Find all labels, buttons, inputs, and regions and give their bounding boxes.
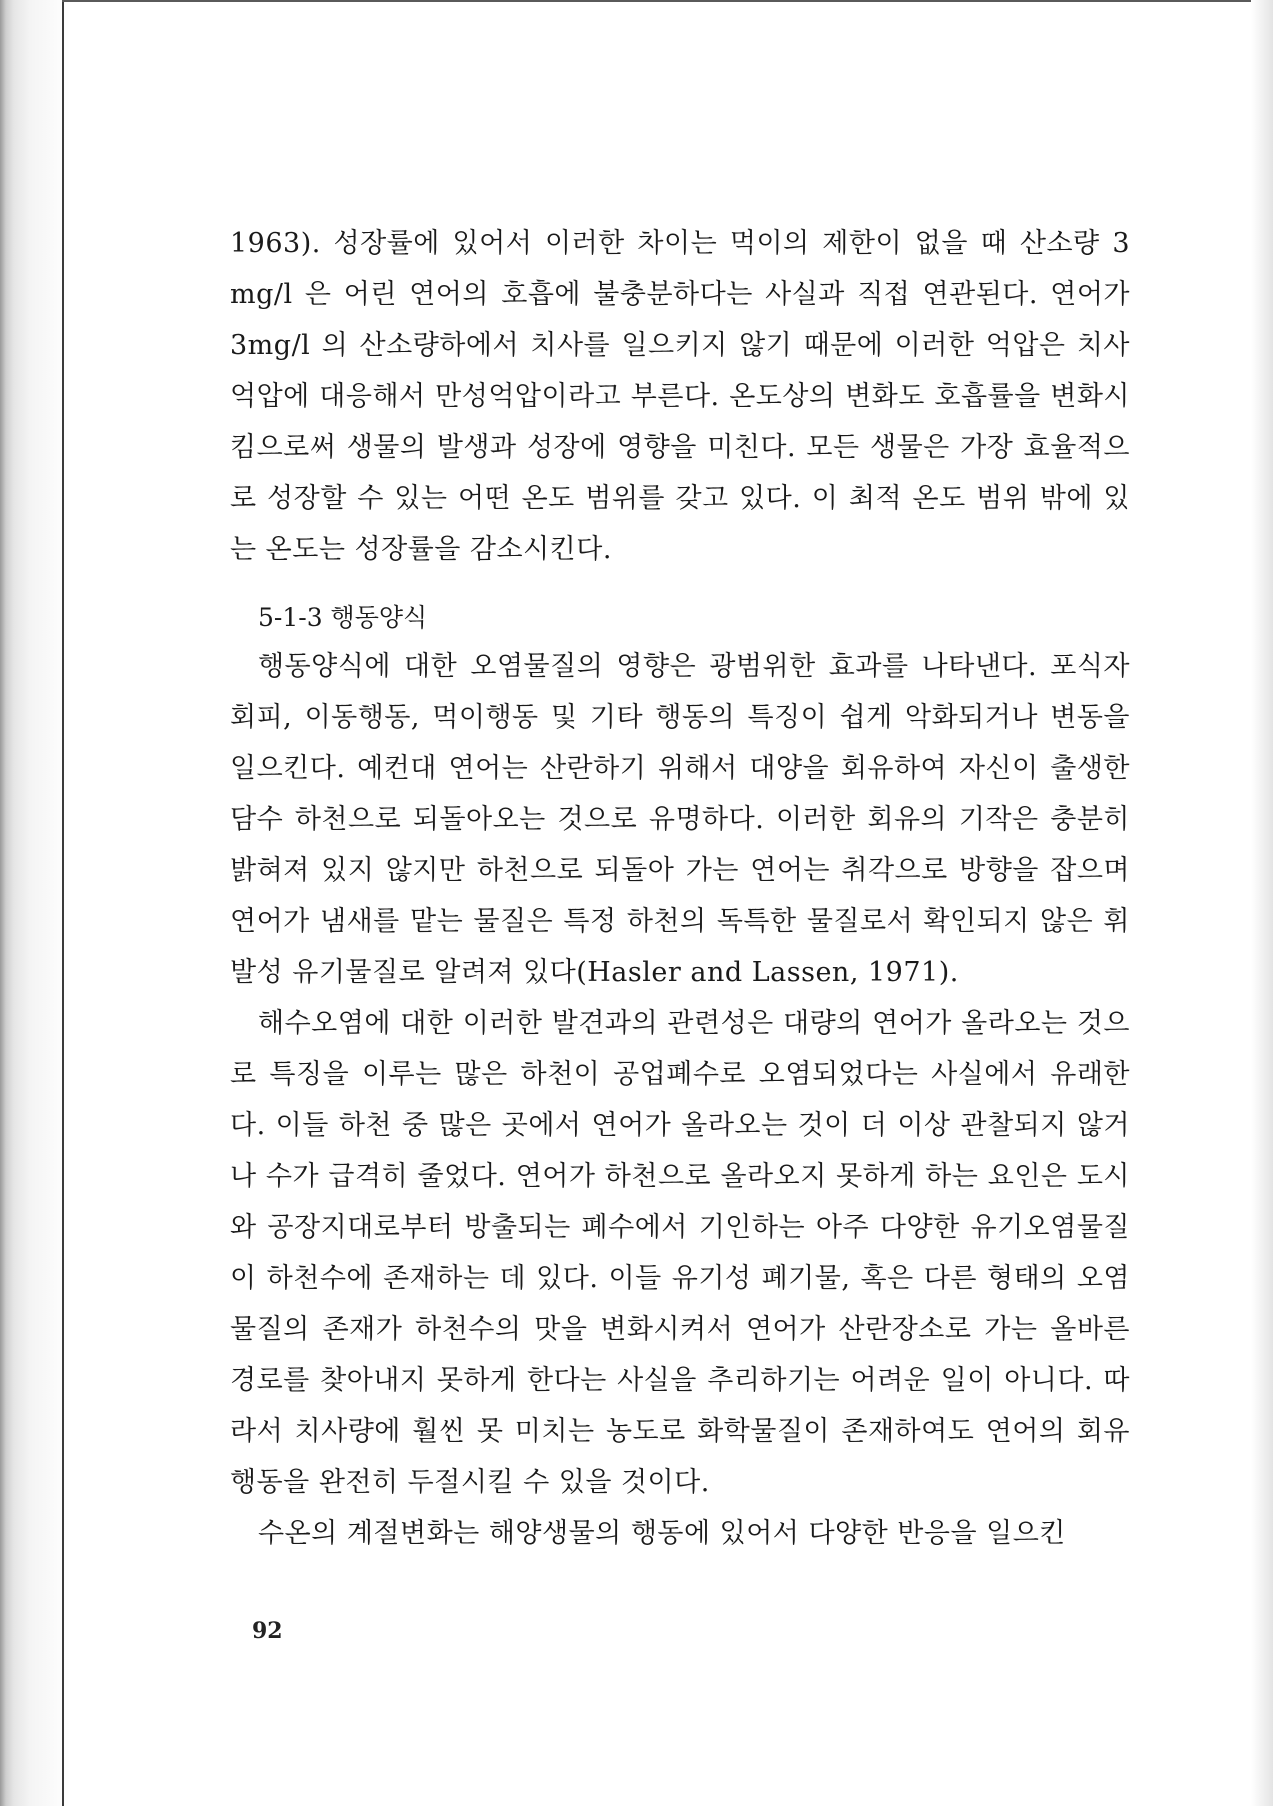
- body-text-block: [230, 641, 1130, 1559]
- page-left-border: [62, 0, 64, 1806]
- paragraph-continued: 1963). 성장률에 있어서 이러한 차이는 먹이의 제한이 없을 때 산소량 3 mg/l 은 어린 연어의 호흡에 불충분하다는 사실과 직접 연관된다. 연어가 3mg/l 의 산소량하에서 치사를 일으키지 않기 때문에 이러한 억압은 치사억압에 대응해서 만성억압이라고 부른다. 온도상의 변화도 호흡률을 변화시킴으로써 생물의 발생과 성장에 영향을 미친다. 모든 생물은 가장 효율적으로 성장할 수 있는 어떤 온도 범위를 갖고 있다. 이 최적 온도 범위 밖에 있는 온도는 성장률을 감소시킨다.: [230, 228, 1130, 565]
- paragraph-behavior: 행동양식에 대한 오염물질의 영향은 광범위한 효과를 나타낸다. 포식자 회피, 이동행동, 먹이행동 및 기타 행동의 특징이 쉽게 악화되거나 변동을 일으킨다. 예컨대 연어는 산란하기 위해서 대양을 회유하여 자신이 출생한 담수 하천으로 되돌아오는 것으로 유명하다. 이러한 회유의 기작은 충분히 밝혀져 있지 않지만 하천으로 되돌아 가는 연어는 취각으로 방향을 잡으며 연어가 냄새를 맡는 물질은 특정 하천의 독특한 물질로서 확인되지 않은 휘발성 유기물질로 알려져 있다(Hasler and Lassen, 1971).: [230, 651, 1130, 988]
- top-text-block: [230, 218, 1130, 575]
- page-right-shadow: [1251, 0, 1273, 1806]
- page-top-border: [62, 0, 1273, 2]
- section-heading: 5-1-3 행동양식: [258, 603, 428, 632]
- page-spine-edge: [0, 0, 70, 1806]
- paragraph-pollution: 해수오염에 대한 이러한 발견과의 관련성은 대량의 연어가 올라오는 것으로 특징을 이루는 많은 하천이 공업폐수로 오염되었다는 사실에서 유래한다. 이들 하천 중 많은 곳에서 연어가 올라오는 것이 더 이상 관찰되지 않거나 수가 급격히 줄었다. 연어가 하천으로 올라오지 못하게 하는 요인은 도시와 공장지대로부터 방출되는 폐수에서 기인하는 아주 다양한 유기오염물질이 하천수에 존재하는 데 있다. 이들 유기성 폐기물, 혹은 다른 형태의 오염물질의 존재가 하천수의 맛을 변화시켜서 연어가 산란장소로 가는 올바른 경로를 찾아내지 못하게 한다는 사실을 추리하기는 어려운 일이 아니다. 따라서 치사량에 훨씬 못 미치는 농도로 화학물질이 존재하여도 연어의 회유행동을 완전히 두절시킬 수 있을 것이다.: [230, 1008, 1130, 1498]
- paragraph-temperature: 수온의 계절변화는 해양생물의 행동에 있어서 다양한 반응을 일으킨: [258, 1518, 1066, 1549]
- page-number: 92: [252, 1618, 283, 1644]
